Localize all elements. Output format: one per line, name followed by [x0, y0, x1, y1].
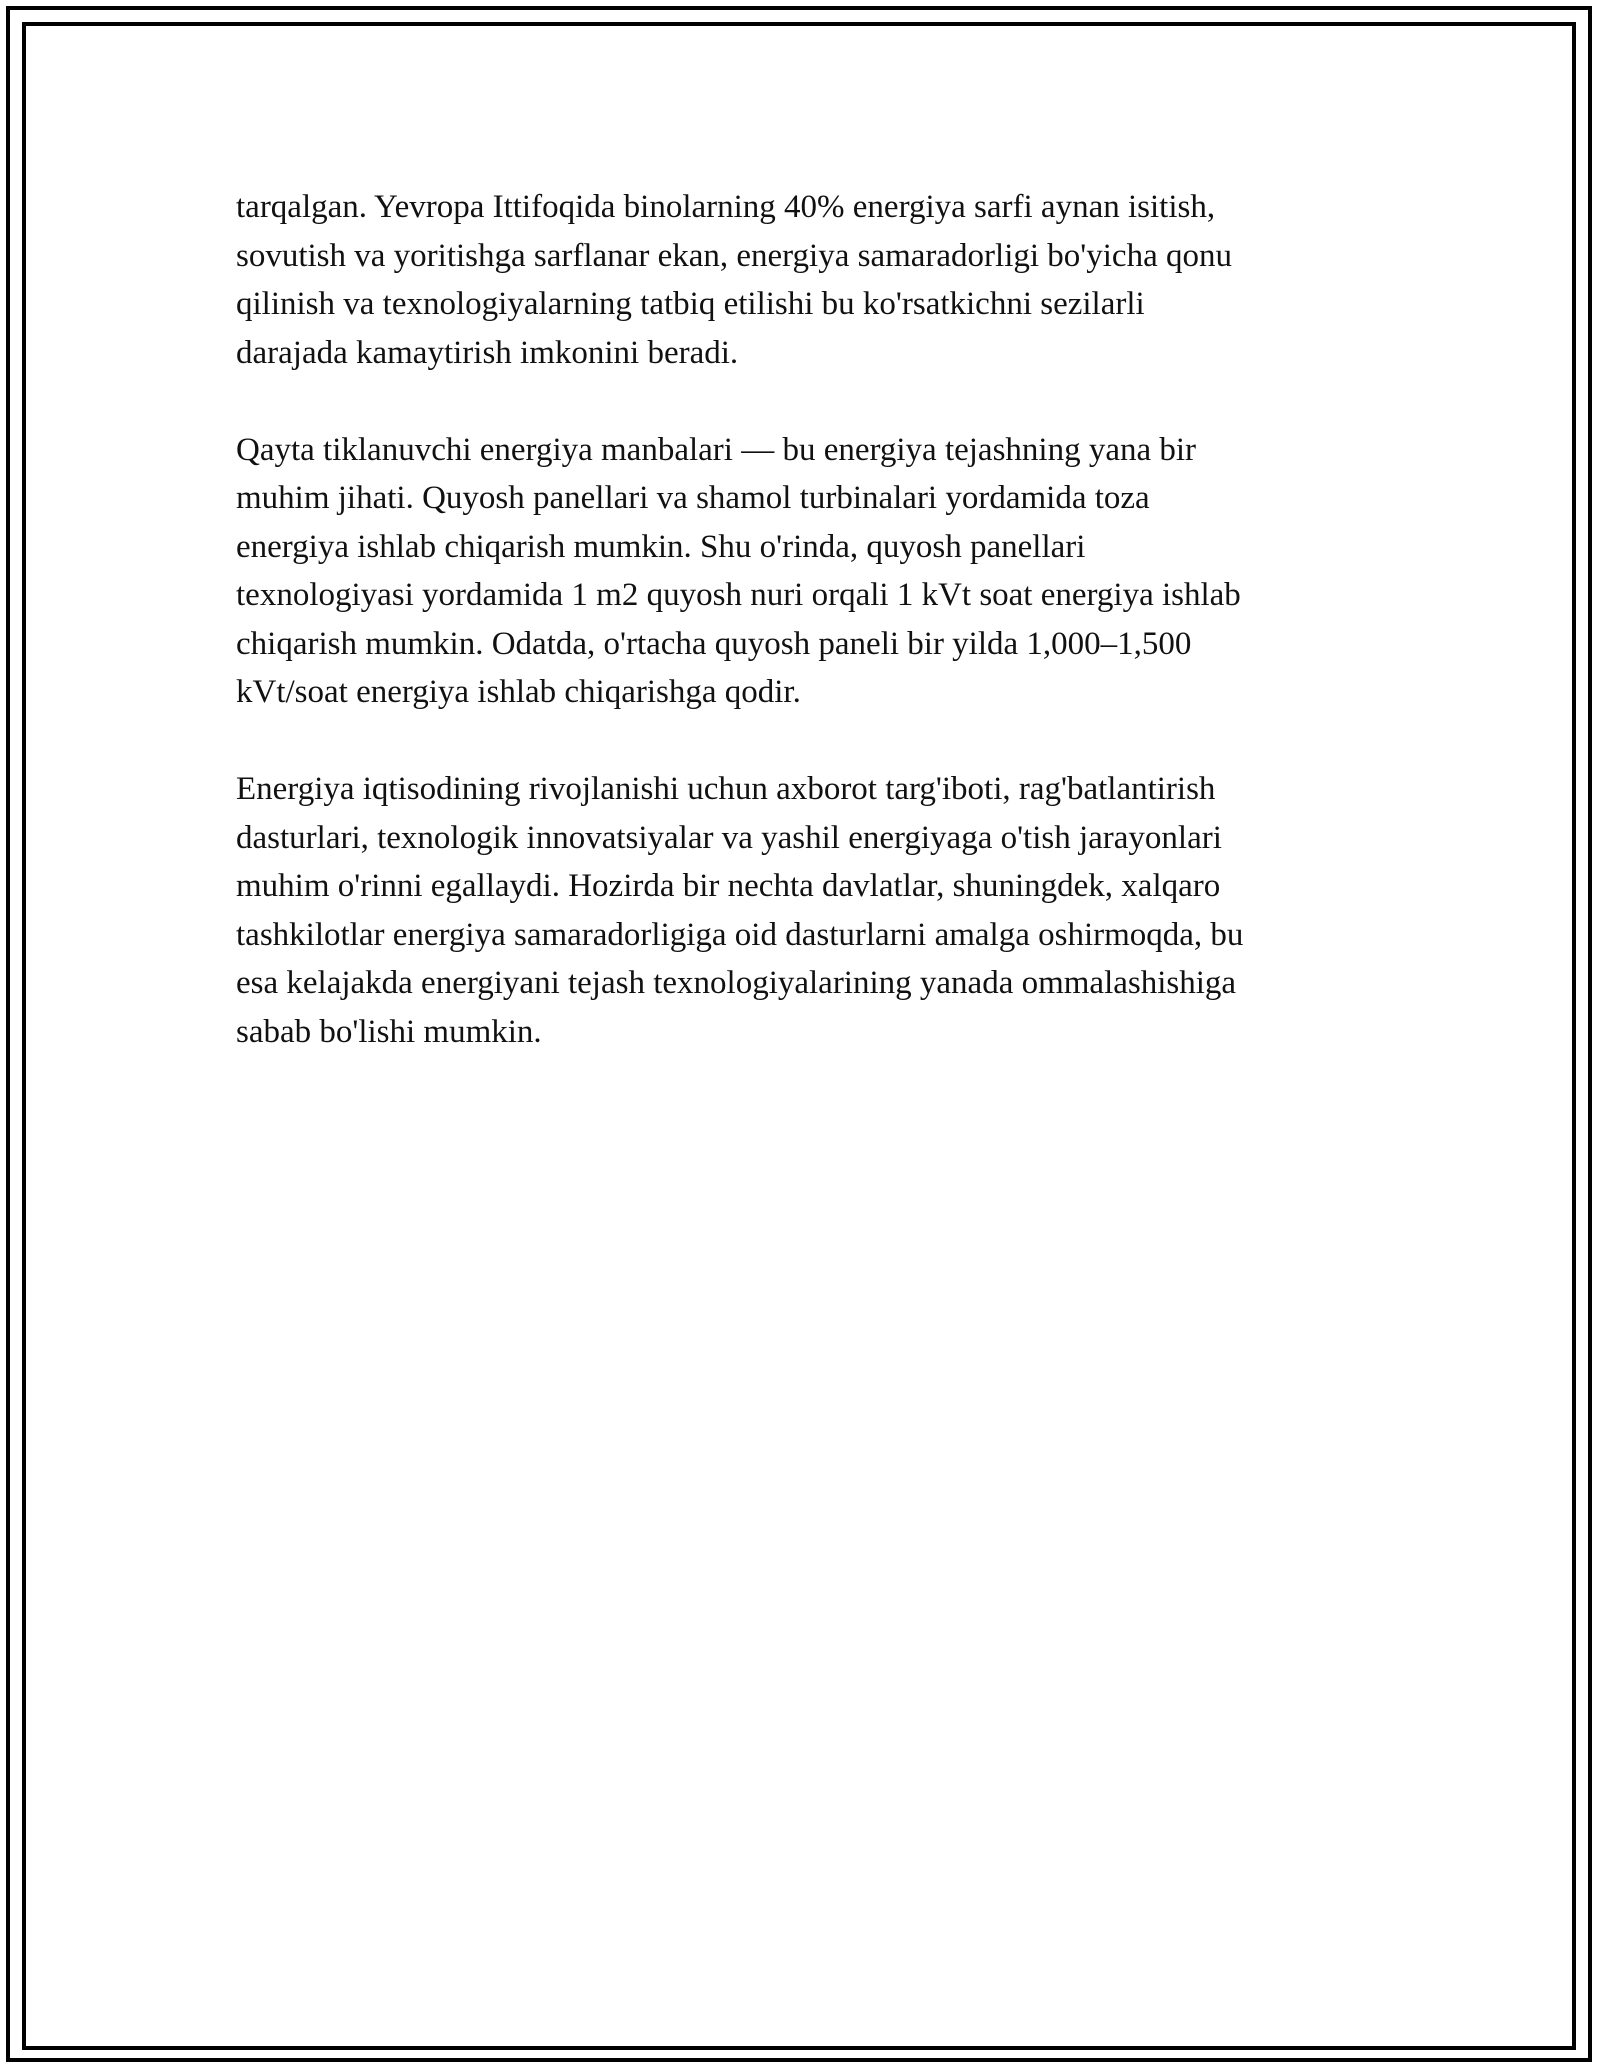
text-line: muhim jihati. Quyosh panellari va shamol turbinalari yordamida toza [236, 480, 1150, 516]
text-line: tashkilotlar energiya samaradorligiga oid dasturlarni amalga oshirmoqda, bu [236, 916, 1244, 953]
text-line: muhim o'rinni egallaydi. Hozirda bir nechta davlatlar, shuningdek, xalqaro [236, 868, 1221, 904]
text-line: darajada kamaytirish imkonini beradi. [236, 334, 739, 371]
text-line: sabab bo'lishi mumkin. [236, 1013, 542, 1050]
text-line: tarqalgan. Yevropa Ittifoqida binolarning 40% energiya sarfi aynan isitish, [236, 189, 1216, 225]
text-line: Qayta tiklanuvchi energiya manbalari — bu energiya tejashning yana bir [236, 431, 1197, 468]
document-body [236, 183, 1356, 1105]
text-line: sovutish va yoritishga sarflanar ekan, energiya samaradorligi bo'yicha qonu [236, 237, 1232, 274]
text-line: chiqarish mumkin. Odatda, o'rtacha quyosh paneli bir yilda 1,000–1,500 [236, 625, 1192, 662]
text-line: energiya ishlab chiqarish mumkin. Shu o'rinda, quyosh panellari [236, 528, 1086, 565]
paragraph-3 [236, 765, 1356, 1056]
text-line: qilinish va texnologiyalarning tatbiq etilishi bu ko'rsatkichni sezilarli [236, 286, 1145, 322]
text-line: Energiya iqtisodining rivojlanishi uchun axborot targ'iboti, rag'batlantirish [236, 771, 1216, 807]
paragraph-1 [236, 183, 1356, 377]
paragraph-2 [236, 426, 1356, 717]
text-line: dasturlari, texnologik innovatsiyalar va yashil energiyaga o'tish jarayonlari [236, 819, 1222, 856]
text-line: kVt/soat energiya ishlab chiqarishga qodir. [236, 674, 801, 710]
text-line: texnologiyasi yordamida 1 m2 quyosh nuri orqali 1 kVt soat energiya ishlab [236, 577, 1241, 613]
text-line: esa kelajakda energiyani tejash texnologiyalarining yanada ommalashishiga [236, 965, 1237, 1001]
